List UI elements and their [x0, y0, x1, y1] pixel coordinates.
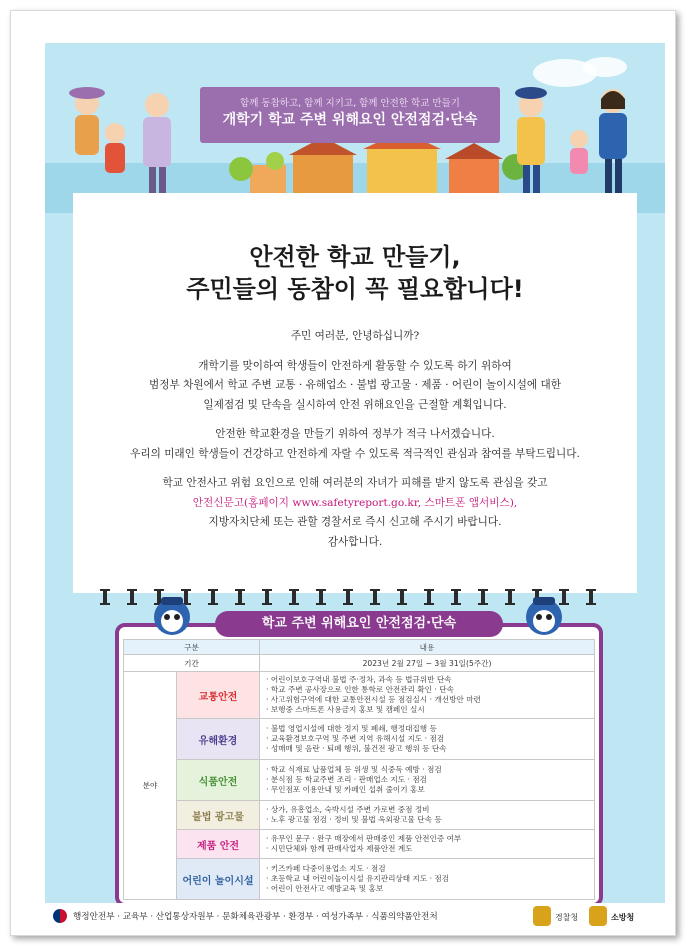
- paragraph-3-line-3: 지방자치단체 또는 관할 경찰서로 즉시 신고해 주시기 바랍니다.: [208, 516, 502, 528]
- row-category: 어린이 놀이시설: [177, 859, 260, 900]
- row-category: 불법 광고물: [177, 801, 260, 830]
- paragraph-2-line-2: 우리의 미래인 학생들이 건강하고 안전하게 자랄 수 있도록 적극적인 관심과 참여를 부탁드립니다.: [130, 447, 580, 460]
- row-items: [260, 672, 595, 719]
- row-item: · 어린이보호구역내 불법 주·정차, 과속 등 법규위반 단속: [266, 675, 588, 685]
- table-row: [124, 859, 595, 900]
- row-item: · 초등학교 내 어린이놀이시설 유지관리상태 지도 · 점검: [266, 874, 588, 884]
- greeting: 주민 여러분, 안녕하십니까?: [290, 330, 420, 342]
- row-items: [260, 760, 595, 801]
- inspection-panel: [115, 616, 603, 907]
- thanks: 감사합니다.: [327, 535, 383, 548]
- police-label: 경찰청: [555, 913, 579, 922]
- row-item: · 학교 주변 공사장으로 인한 통학로 안전관리 확인 · 단속: [266, 685, 588, 695]
- letter-paper: [73, 193, 637, 593]
- fire-emblem-icon: [589, 906, 607, 926]
- row-item: · 상가, 유흥업소, 숙박시설 주변 가로변 중점 정비: [266, 805, 588, 815]
- poster: [45, 43, 665, 929]
- period-label: 기간: [124, 655, 260, 672]
- row-category: 교통안전: [177, 672, 260, 719]
- table-row: [124, 672, 595, 719]
- row-item: · 무인점포 이용안내 및 카페인 섭취 줄이기 홍보: [266, 785, 588, 795]
- banner-tagline: 함께 동참하고, 함께 지키고, 함께 안전한 학교 만들기: [240, 98, 460, 109]
- row-items: [260, 830, 595, 859]
- row-items: [260, 801, 595, 830]
- headline-line-1: 안전한 학교 만들기,: [249, 243, 461, 271]
- row-category: 제품 안전: [177, 830, 260, 859]
- row-item: · 사고위험구역에 대한 교통안전시설 등 점검실시 · 개선방안 마련: [266, 695, 588, 705]
- table-row: [124, 801, 595, 830]
- paragraph-2-line-1: 안전한 학교환경을 만들기 위하여 정부가 적극 나서겠습니다.: [215, 428, 495, 440]
- letter-body: [73, 327, 637, 552]
- mascot-left: [149, 593, 195, 639]
- header-category: 구분: [124, 640, 260, 655]
- headline: [73, 241, 637, 305]
- headline-line-2: 주민들의 동참이 꼭 필요합니다!: [186, 275, 524, 303]
- table-row: [124, 719, 595, 760]
- period-value: 2023년 2월 27일 ~ 3월 31일(5주간): [260, 655, 595, 672]
- row-item: · 키즈카페 다중이용업소 지도 · 점검: [266, 864, 588, 874]
- police-emblem-icon: [533, 906, 551, 926]
- footer-agencies: 행정안전부 · 교육부 · 산업통상자원부 · 문화체육관광부 · 환경부 · 여성가족부 · 식품의약품안전처: [73, 912, 438, 922]
- table-row: [124, 760, 595, 801]
- table-row: [124, 830, 595, 859]
- panel-title: 학교 주변 위해요인 안전점검·단속: [215, 611, 503, 637]
- row-category: 유해환경: [177, 719, 260, 760]
- row-item: · 어린이 안전사고 예방교육 및 홍보: [266, 884, 588, 894]
- paragraph-1-line-3: 일제점검 및 단속을 실시하여 안전 위해요인을 근절할 계획입니다.: [203, 398, 507, 411]
- row-items: [260, 859, 595, 900]
- header-content: 내용: [260, 640, 595, 655]
- row-item: · 성매매 및 음란 · 퇴폐 행위, 불건전 광고 행위 등 단속: [266, 744, 588, 754]
- banner-title: 개학기 학교 주변 위해요인 안전점검·단속: [222, 112, 478, 128]
- row-item: · 유무인 문구 · 완구 매장에서 판매중인 제품 안전인증 여부: [266, 834, 588, 844]
- footer: [45, 903, 665, 929]
- safety-report-link: 안전신문고(홈페이지 www.safetyreport.go.kr, 스마트폰 앱서비스),: [192, 496, 518, 509]
- paragraph-1-line-1: 개학기를 맞이하여 학생들이 안전하게 활동할 수 있도록 하기 위하여: [198, 359, 512, 372]
- row-item: · 보행중 스마트폰 사용금지 홍보 및 캠페인 실시: [266, 705, 588, 715]
- paragraph-3-line-1: 학교 안전사고 위험 요인으로 인해 여러분의 자녀가 피해를 받지 않도록 관심을 갖고: [162, 477, 548, 489]
- header-banner: [200, 87, 500, 143]
- row-category: 식품안전: [177, 760, 260, 801]
- row-item: · 불법 영업시설에 대한 정지 및 폐쇄, 행정대집행 등: [266, 724, 588, 734]
- row-item: · 분식점 등 학교주변 조리 · 판매업소 지도 · 점검: [266, 775, 588, 785]
- poster-frame: [10, 10, 676, 936]
- row-item: · 시민단체와 함께 판매사업자 제품안전 계도: [266, 844, 588, 854]
- row-item: · 교육환경보호구역 및 주변 지역 유해시설 지도 · 점검: [266, 734, 588, 744]
- row-items: [260, 719, 595, 760]
- paragraph-1-line-2: 범정부 차원에서 학교 주변 교통 · 유해업소 · 불법 광고물 · 제품 · 어린이 놀이시설에 대한: [149, 379, 561, 391]
- fire-label: 소방청: [611, 913, 635, 922]
- inspection-table: [123, 639, 595, 900]
- mascot-right: [521, 593, 567, 639]
- field-label: 분야: [124, 672, 177, 900]
- row-item: · 노후 광고물 점검 · 정비 및 불법 옥외광고물 단속 등: [266, 815, 588, 825]
- row-item: · 학교 식재료 납품업체 등 위생 및 식중독 예방 · 점검: [266, 765, 588, 775]
- government-emblem-icon: [53, 909, 67, 923]
